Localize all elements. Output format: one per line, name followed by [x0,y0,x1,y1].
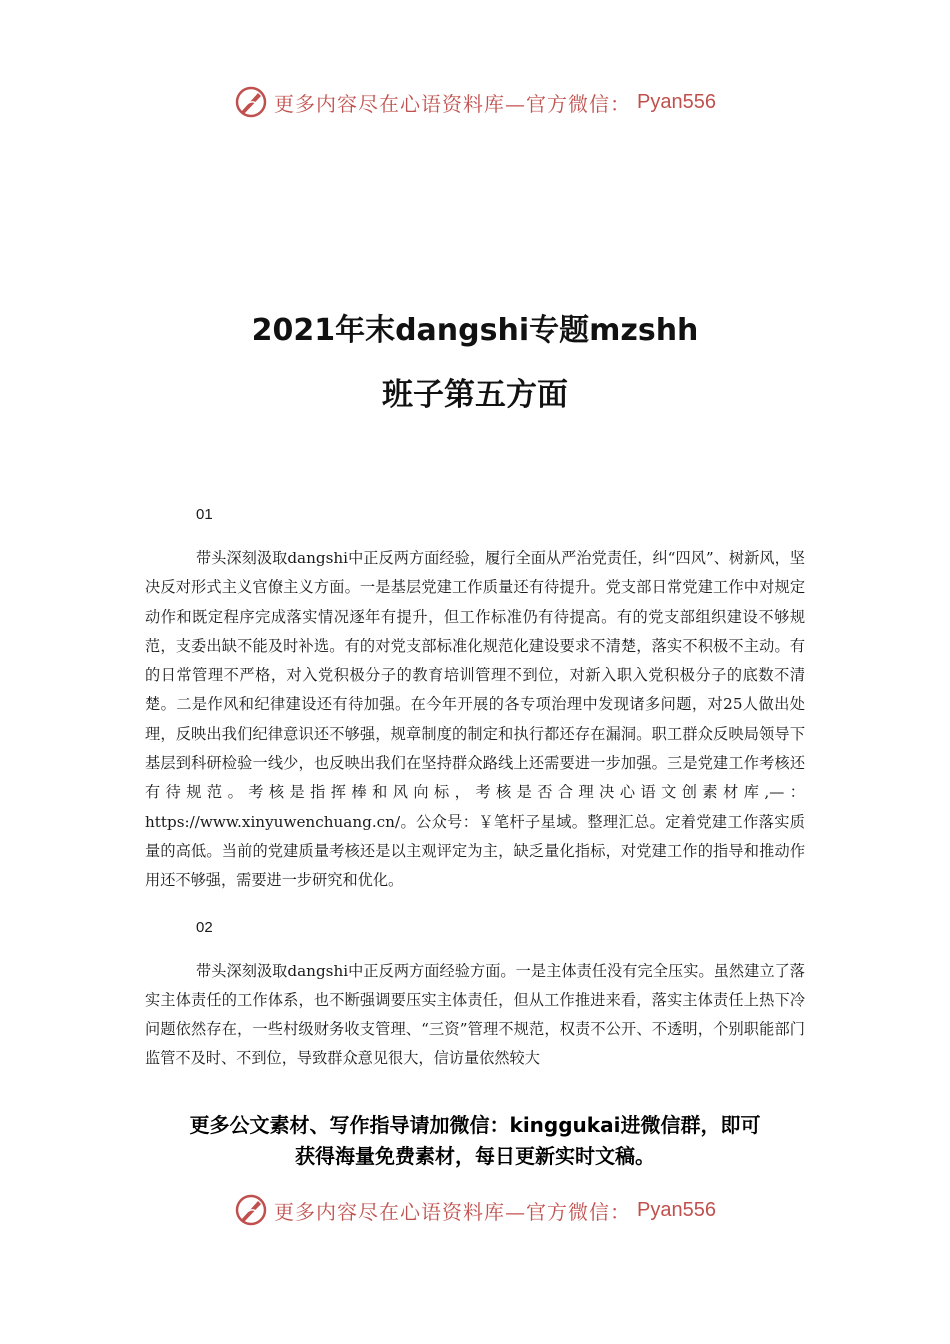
banner-text: 更多内容尽在心语资料库—官方微信： [274,1199,632,1224]
section-number: 01 [196,506,213,523]
footer-promo-note [0,1110,950,1172]
pen-logo-icon [234,1193,268,1227]
pen-logo-icon [234,85,268,119]
footer-note-line: 更多公文素材、写作指导请加微信：kinggukai进微信群，即可 [189,1113,761,1137]
document-title: 2021年末dangshi专题mzshh [251,313,699,348]
header-banner [0,82,950,122]
section-number: 02 [196,918,213,936]
footer-banner [0,1190,950,1230]
document-subtitle: 班子第五方面 [382,377,568,413]
banner-text: 更多内容尽在心语资料库—官方微信： [274,91,632,116]
footer-note-line: 获得海量免费素材，每日更新实时文稿。 [295,1144,655,1168]
banner-wechat-id: Pyan556 [637,90,716,113]
banner-wechat-id: Pyan556 [637,1198,716,1221]
section-paragraph: 带头深刻汲取dangshi中正反两方面经验，履行全面从严治党责任，纠“四风”、树新风，坚决反对形式主义官僚主义方面。一是基层党建工作质量还有待提升。党支部日常党建工作中对规定动作和既定程序完成落实情况逐年有提升，但工作标准仍有待提高。有的党支部组织建设不够规范，支委出缺不能及时补选。有的对党支部标准化规范化建设要求不清楚，落实不积极不主动。有的日常管理不严格，对入党积极分子的教育培训管理不到位，对新入职入党积极分子的底数不清楚。二是作风和纪律建设还有待加强。在今年开展的各专项治理中发现诸多问题，对25人做出处理，反映出我们纪律意识还不够强，规章制度的制定和执行都还存在漏洞。职工群众反映局领导下基层到科研检验一线少，也反映出我们在坚持群众路线上还需要进一步加强。三是党建工作考核还有待规范。考核是指挥棒和风向标，考核是否合理决心语文创素材库,—：https://www.xinyuwenchuang.cn/。公众号：￥笔杆子星域。整理汇总。定着党建工作落实质量的高低。当前的党建质量考核还是以主观评定为主，缺乏量化指标，对党建工作的指导和推动作用还不够强，需要进一步研究和优化。 [145,549,805,890]
section-paragraph: 带头深刻汲取dangshi中正反两方面经验方面。一是主体责任没有完全压实。虽然建立了落实主体责任的工作体系，也不断强调要压实主体责任，但从工作推进来看，落实主体责任上热下冷问题依然存在，一些村级财务收支管理、“三资”管理不规范，权责不公开、不透明，个别职能部门监管不及时、不到位，导致群众意见很大，信访量依然较大 [145,961,805,1068]
document-body [145,500,805,1074]
